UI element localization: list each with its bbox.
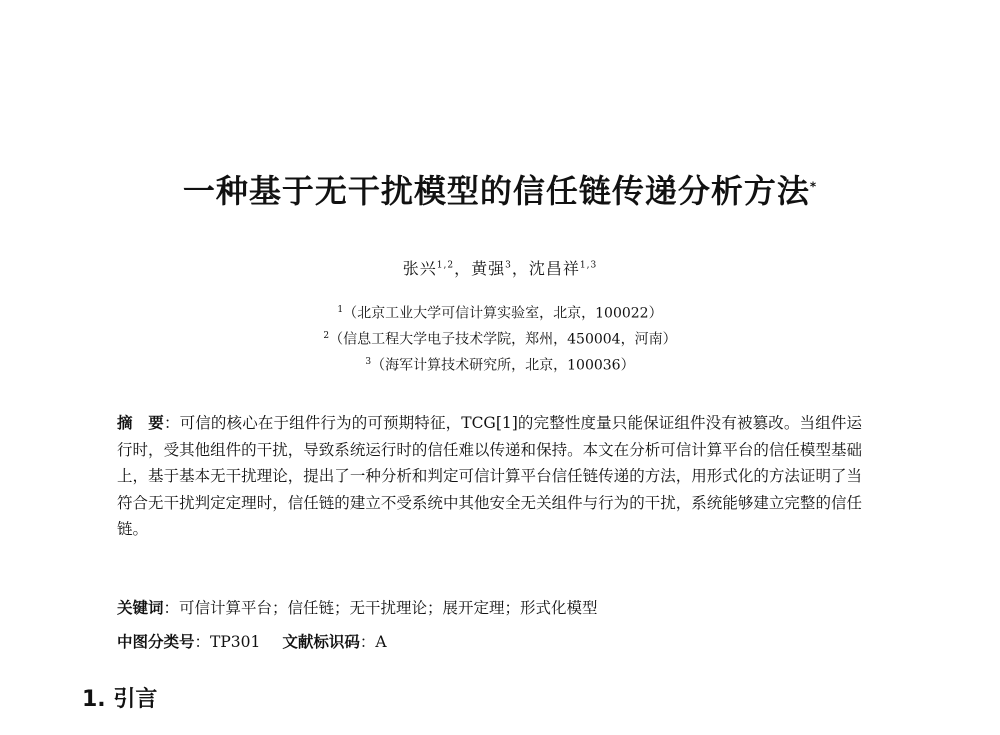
affiliation-sup: 1 [337,305,344,315]
affiliation-sup: 2 [323,331,330,341]
affiliation-list [0,297,1000,375]
affiliation-text: （海军计算技术研究所，北京，100036） [371,357,635,374]
keywords [117,596,598,618]
title-text: 一种基于无干扰模型的信任链传递分析方法 [182,172,810,210]
affiliation-text: （信息工程大学电子技术学院，郑州，450004，河南） [329,331,677,348]
author-affil-sup: 1,2 [436,260,455,271]
author-name: 沈昌祥 [528,259,580,278]
title-footnote-mark: * [809,179,818,194]
author-separator: ， [511,259,529,278]
keywords-text: 可信计算平台；信任链；无干扰理论；展开定理；形式化模型 [179,599,598,617]
clc-colon: ： [194,633,211,651]
clc-label: 中图分类号 [117,633,195,651]
abstract-label: 摘 要 [117,414,164,432]
paper-title [0,166,1000,212]
keywords-label: 关键词 [117,599,164,617]
author-affil-sup: 1,3 [579,260,598,271]
section-heading: 1. 引言 [82,687,158,712]
author-affil-sup: 3 [505,260,512,271]
author-separator: ， [454,259,472,278]
abstract [117,410,862,543]
affiliation-sup: 3 [365,357,372,367]
affiliation [0,349,1000,375]
affiliation [0,323,1000,349]
abstract-text: 可信的核心在于组件行为的可预期特征，TCG[1]的完整性度量只能保证组件没有被篡改。当组件运行时，受其他组件的干扰，导致系统运行时的信任难以传递和保持。本文在分析可信计算平台的信任模型基础上，基于基本无干扰理论，提出了一种分析和判定可信计算平台信任链传递的方法，用形式化的方法证明了当符合无干扰判定定理时，信任链的建立不受系统中其他安全无关组件与行为的干扰，系统能够建立完整的信任链。 [117,414,862,538]
doc-code-label: 文献标识码 [282,633,360,651]
author-name: 黄强 [471,259,506,278]
author-line [0,256,1000,279]
affiliation-text: （北京工业大学可信计算实验室，北京，100022） [343,305,663,322]
doc-code-value: A [375,633,387,651]
author-name: 张兴 [402,259,437,278]
classification-line [117,630,387,652]
clc-value: TP301 [210,633,261,651]
doc-code-colon: ： [359,633,376,651]
keywords-colon: ： [163,599,180,617]
affiliation [0,297,1000,323]
abstract-colon: ： [163,414,180,432]
